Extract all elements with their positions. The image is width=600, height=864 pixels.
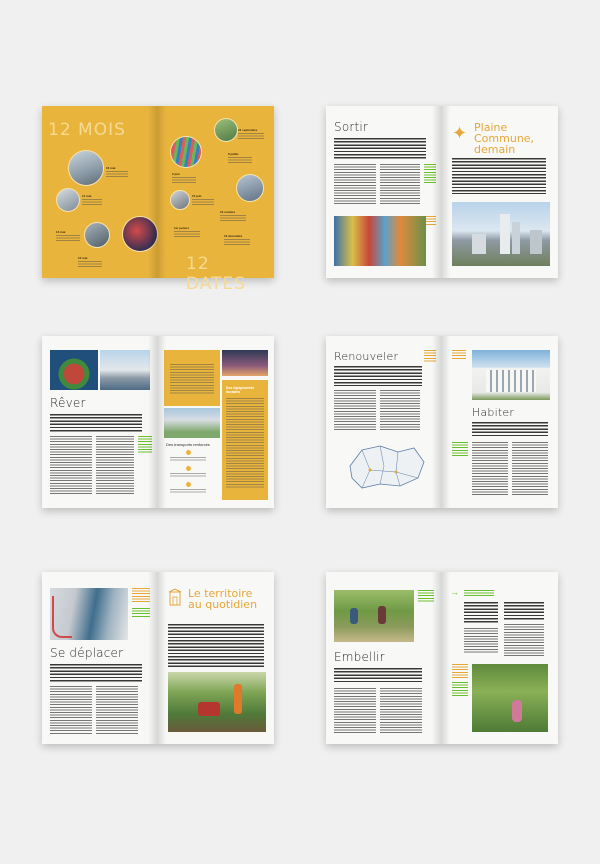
body-col-1 — [50, 436, 92, 496]
bullet-icon — [186, 466, 191, 471]
photo-canal — [100, 350, 150, 390]
label-date-8: 15 juin — [192, 194, 202, 198]
photo-stadium — [50, 350, 98, 390]
spread-se-deplacer — [42, 572, 274, 744]
arrow-right-icon: → — [450, 587, 459, 597]
label-date-5: 24 septembre — [238, 128, 258, 132]
compass-star-icon: ✦ — [452, 123, 468, 143]
page-12-mois-left — [42, 106, 158, 278]
page-sortir — [326, 106, 442, 278]
sidebar-green — [138, 436, 152, 454]
sidebar-green — [452, 442, 468, 456]
text-date-10 — [174, 231, 200, 237]
bullet-icon — [186, 482, 191, 487]
label-date-9: 19 octobre — [220, 210, 236, 214]
heading-habiter: Habiter — [472, 406, 515, 419]
sidebar-orange — [452, 664, 468, 678]
intro-text — [50, 414, 142, 432]
photo-gardener — [168, 672, 266, 732]
body-col-1 — [472, 442, 508, 496]
text-date-9 — [220, 215, 246, 221]
page-rever — [42, 336, 158, 508]
sidebar-orange — [452, 350, 466, 360]
photo-circle-street — [170, 190, 190, 210]
label-date-1: 16 mai — [106, 166, 116, 170]
intro-text-right — [452, 158, 546, 194]
text-date-7 — [172, 177, 196, 185]
photo-circle-tower — [56, 188, 80, 212]
territory-map — [340, 436, 430, 496]
feature-text-1 — [464, 602, 498, 624]
heading-embellir: Embellir — [334, 650, 385, 664]
photo-garden-children — [472, 664, 548, 732]
label-date-7: 2 juin — [172, 172, 180, 176]
page-habiter — [442, 336, 558, 508]
intro-text — [334, 138, 426, 160]
body-col-2 — [512, 442, 548, 496]
body-col-2 — [96, 686, 138, 734]
photo-skyline — [452, 202, 550, 266]
spread-renouveler — [326, 336, 558, 508]
caption-orange — [132, 588, 150, 602]
page-embellir-right — [442, 572, 558, 744]
intro-text — [334, 366, 422, 386]
heading-plaine-commune: Plaine Commune, demain — [474, 121, 535, 156]
photo-circle-concert — [122, 216, 158, 252]
heading-territoire: Le territoire au quotidien — [188, 587, 258, 611]
photo-circle-park — [214, 118, 238, 142]
page-territoire — [158, 572, 274, 744]
highlight-green — [464, 590, 494, 598]
text-date-3 — [56, 235, 80, 241]
box-info-text — [170, 364, 214, 394]
label-date-3: 13 mai — [56, 230, 66, 234]
photo-circle-building — [68, 150, 104, 186]
label-date-4: 12 mai — [78, 256, 88, 260]
spread-embellir — [326, 572, 558, 744]
transport-item-3 — [170, 489, 206, 494]
box-equipements-text — [226, 398, 264, 488]
sidebar-orange — [424, 350, 436, 362]
heading-rever: Rêver — [50, 396, 86, 410]
label-date-11: 16 décembre — [224, 234, 243, 238]
text-date-11 — [224, 239, 250, 245]
label-date-10: 1er janvier — [174, 226, 190, 230]
photo-night — [222, 350, 268, 376]
box-title-transports: Des transports renforcés — [166, 442, 210, 447]
page-se-deplacer — [42, 572, 158, 744]
intro-text — [334, 668, 422, 684]
text-date-5 — [238, 133, 264, 140]
page-renouveler — [326, 336, 442, 508]
caption — [426, 216, 436, 226]
building-icon — [168, 588, 182, 606]
photo-circle-hall — [84, 222, 110, 248]
heading-renouveler: Renouveler — [334, 350, 399, 363]
title-12-dates: 12 DATES — [186, 254, 247, 294]
photo-housing — [164, 408, 220, 438]
body-col-1 — [334, 688, 376, 734]
body-col-1 — [50, 686, 92, 734]
bullet-icon — [186, 450, 191, 455]
photo-tram — [50, 588, 128, 640]
body-col-1 — [334, 164, 376, 204]
transport-item-2 — [170, 473, 206, 478]
page-rever-right — [158, 336, 274, 508]
text-date-4 — [78, 261, 102, 269]
body-col-2 — [380, 688, 422, 734]
page-12-dates-right — [158, 106, 274, 294]
sidebar-green — [424, 164, 436, 184]
photo-circle-station — [236, 174, 264, 202]
box-equipements-title: Des équipements durables — [226, 386, 255, 394]
text-date-2 — [82, 199, 102, 206]
feature-text-3 — [504, 602, 544, 620]
intro-text — [50, 664, 142, 682]
spread-sortir — [326, 106, 558, 278]
page-plaine-commune — [442, 106, 558, 278]
feature-text-2 — [464, 628, 498, 654]
heading-se-deplacer: Se déplacer — [50, 646, 124, 660]
spread-rever — [42, 336, 274, 508]
text-date-6 — [228, 157, 252, 164]
caption-green — [418, 590, 434, 602]
box-equipements — [222, 380, 268, 500]
heading-sortir: Sortir — [334, 120, 369, 134]
body-col-2 — [96, 436, 134, 496]
title-12-mois: 12 MOIS — [48, 120, 126, 140]
photo-planting — [334, 590, 414, 642]
body-col-2 — [380, 164, 420, 204]
page-embellir — [326, 572, 442, 744]
label-date-6: 6 juillet — [228, 152, 239, 156]
photo-street-art — [334, 216, 426, 266]
body-col-2 — [380, 390, 420, 430]
photo-circle-mural — [170, 136, 202, 168]
body-col-1 — [334, 390, 376, 430]
spread-12-mois — [42, 106, 274, 294]
feature-text-4 — [504, 624, 544, 658]
intro-text-right — [168, 624, 264, 668]
caption-green — [132, 608, 150, 618]
intro-text-right — [472, 422, 548, 438]
sidebar-green — [452, 682, 468, 696]
text-date-1 — [106, 171, 128, 178]
box-info — [164, 350, 220, 406]
text-date-8 — [192, 199, 214, 205]
transport-item-1 — [170, 457, 206, 462]
label-date-2: 14 mai — [82, 194, 92, 198]
photo-residential — [472, 350, 550, 400]
